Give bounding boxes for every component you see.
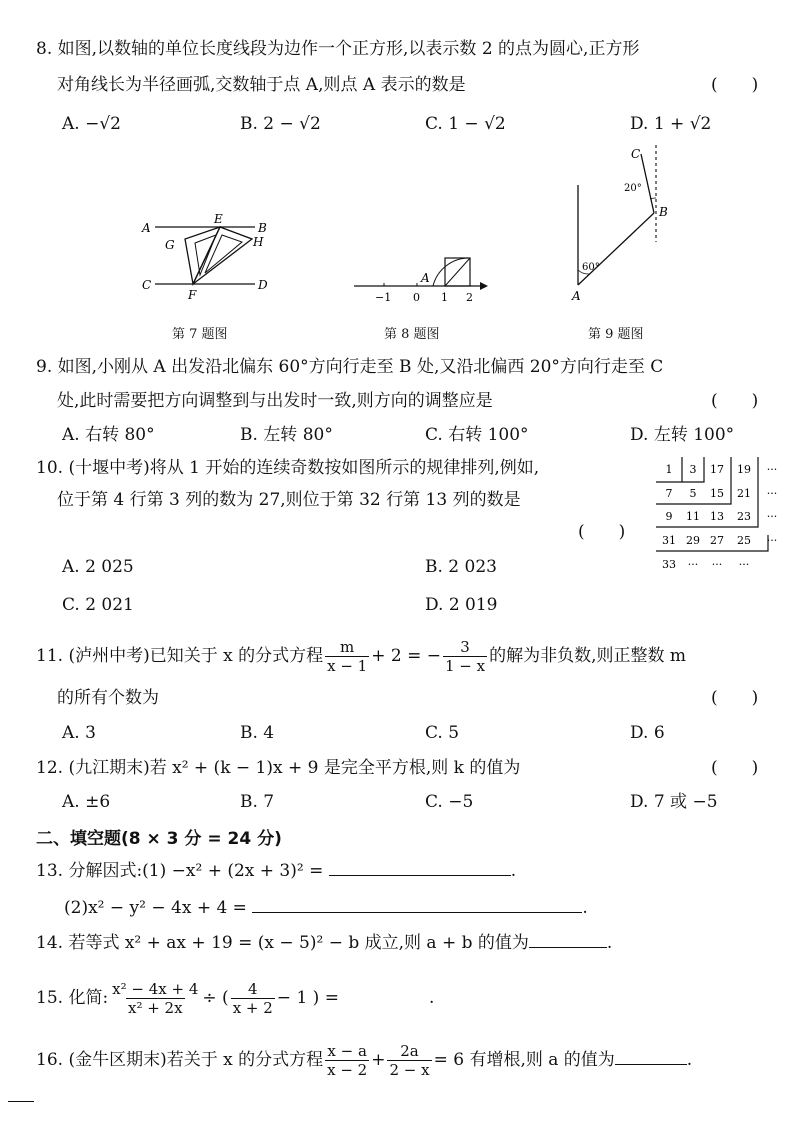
grid-cell: ··· [766, 487, 778, 500]
q11-line2: 的所有个数为 [57, 688, 159, 708]
q12-line1: 12. (九江期末)若 x² + (k − 1)x + 9 是完全平方根,则 k 的值为 [36, 758, 521, 778]
label-a: A [572, 289, 581, 303]
label-point-a: A [421, 271, 430, 285]
q11-option-c: C. 5 [425, 723, 460, 743]
q14-text: 14. 若等式 x² + ax + 19 = (x − 5)² − b 成立,则 a + b 的值为 [36, 933, 529, 953]
q9-answer-paren: ( ) [711, 391, 759, 411]
label-a: A [142, 221, 151, 235]
q8-option-d: D. 1 + √2 [630, 114, 712, 134]
q10-answer-paren: ( ) [578, 522, 626, 542]
triangle-right-inner [205, 235, 242, 273]
grid-cell: ··· [766, 463, 778, 476]
q11-fraction-2 [443, 638, 487, 675]
q16-fraction-2 [387, 1042, 431, 1079]
label-c: C [631, 147, 641, 161]
grid-cell: 19 [737, 463, 751, 476]
q16-line [36, 1042, 692, 1079]
q8-answer-paren: ( ) [711, 75, 759, 95]
square-diagonal [445, 258, 470, 286]
q14-blank[interactable] [529, 933, 607, 948]
q12-option-b: B. 7 [240, 792, 275, 812]
q11-post: 的解为非负数,则正整数 m [489, 646, 687, 666]
q11-pre: 11. (泸州中考)已知关于 x 的分式方程 [36, 646, 324, 666]
grid-cell: 27 [710, 534, 724, 547]
q11-option-b: B. 4 [240, 723, 275, 743]
odd-number-grid [650, 455, 780, 575]
path-ab [578, 213, 654, 285]
label-e: E [214, 212, 223, 226]
section-2-title: 二、填空题(8 × 3 分 = 24 分) [36, 829, 282, 849]
q15-pre: 15. 化简: [36, 988, 109, 1008]
q9-option-c: C. 右转 100° [425, 425, 529, 445]
label-two: 2 [466, 291, 473, 304]
figure-7-caption: 第 7 题图 [172, 327, 228, 342]
label-minus1: −1 [375, 291, 392, 304]
grid-cell: 3 [689, 463, 697, 476]
q15-fraction-2 [231, 980, 275, 1017]
q11-line1 [36, 638, 686, 675]
q12-option-d: D. 7 或 −5 [630, 792, 718, 812]
label-c: C [142, 278, 152, 292]
q9-line1: 9. 如图,小刚从 A 出发沿北偏东 60°方向行走至 B 处,又沿北偏西 20°方向行走至 C [36, 357, 664, 377]
grid-cell: 23 [737, 510, 751, 523]
grid-cell: 33 [662, 558, 676, 571]
grid-cell: 9 [665, 510, 673, 523]
label-one: 1 [441, 291, 448, 304]
q9-option-a: A. 右转 80° [62, 425, 155, 445]
q10-option-c: C. 2 021 [62, 595, 134, 615]
q13-end-2: . [582, 898, 588, 918]
label-b: B [258, 221, 267, 235]
q13-part2: (2)x² − y² − 4x + 4 = [64, 898, 247, 918]
q13-blank-1[interactable] [329, 861, 511, 876]
label-zero: 0 [413, 291, 420, 304]
q15-end: . [428, 988, 435, 1008]
q12-answer-paren: ( ) [711, 758, 759, 778]
q15-line [36, 980, 434, 1017]
q13-line2 [64, 897, 588, 919]
grid-cell: ··· [766, 534, 778, 547]
q9-option-d: D. 左转 100° [630, 425, 735, 445]
q15-mid: ÷ ( [202, 988, 229, 1008]
q9-line2: 处,此时需要把方向调整到与出发时一致,则方向的调整应是 [57, 391, 493, 411]
grid-cell: 13 [710, 510, 724, 523]
grid-cell: ··· [687, 558, 699, 571]
figure-7 [130, 205, 280, 305]
figure-8-caption: 第 8 题图 [384, 327, 440, 342]
q16-fraction-1-num: x − a [327, 1042, 367, 1060]
arc [433, 258, 470, 286]
q15-fraction-1-num: x² − 4x + 4 [112, 980, 199, 998]
q10-line1: 10. (十堰中考)将从 1 开始的连续奇数按如图所示的规律排列,例如, [36, 458, 540, 478]
grid-cell: 1 [665, 463, 673, 476]
label-d: D [258, 278, 268, 292]
label-f: F [188, 288, 197, 302]
page-corner-rule [8, 1101, 34, 1102]
q8-option-a: A. −√2 [62, 114, 121, 134]
q14-end: . [606, 933, 613, 953]
q16-end: . [686, 1050, 693, 1070]
label-g: G [165, 238, 175, 252]
label-h: H [253, 235, 264, 249]
q13-part1: 13. 分解因式:(1) −x² + (2x + 3)² = [36, 861, 324, 881]
q11-fraction-1 [325, 638, 369, 675]
q16-blank[interactable] [615, 1050, 687, 1065]
q16-pre: 16. (金牛区期末)若关于 x 的分式方程 [36, 1050, 324, 1070]
grid-cell: ··· [766, 510, 778, 523]
grid-cell: ··· [711, 558, 723, 571]
figure-9-caption: 第 9 题图 [588, 327, 644, 342]
grid-cell: 15 [710, 487, 724, 500]
grid-cell: 21 [737, 487, 751, 500]
q11-fraction-2-num: 3 [460, 638, 470, 656]
q10-option-b: B. 2 023 [425, 557, 497, 577]
q8-line1: 8. 如图,以数轴的单位长度线段为边作一个正方形,以表示数 2 的点为圆心,正方形 [36, 39, 640, 59]
grid-line [656, 457, 704, 482]
q16-fraction-1-den: x − 2 [327, 1061, 368, 1079]
label-20-degrees: 20° [624, 183, 642, 194]
path-bc [641, 154, 654, 213]
figure-8 [350, 252, 490, 308]
q13-line1 [36, 860, 516, 882]
q16-fraction-2-num: 2a [400, 1042, 419, 1060]
q8-option-b: B. 2 − √2 [240, 114, 321, 134]
q15-fraction-1-den: x² + 2x [127, 999, 183, 1017]
q13-blank-2[interactable] [252, 898, 582, 913]
grid-cell: 17 [710, 463, 724, 476]
q16-plus: + [371, 1050, 386, 1070]
grid-cell: 25 [737, 534, 751, 547]
q10-option-d: D. 2 019 [425, 595, 498, 615]
q15-fraction-2-den: x + 2 [232, 999, 273, 1017]
q9-option-b: B. 左转 80° [240, 425, 333, 445]
q10-option-a: A. 2 025 [62, 557, 134, 577]
q14-line [36, 932, 612, 954]
grid-cell: 11 [686, 510, 700, 523]
q8-option-c: C. 1 − √2 [425, 114, 506, 134]
figure-9 [560, 140, 670, 308]
q15-fraction-2-num: 4 [247, 980, 258, 998]
q11-answer-paren: ( ) [711, 688, 759, 708]
axis-arrow [480, 282, 488, 290]
q16-post: = 6 有增根,则 a 的值为 [433, 1050, 615, 1070]
label-60-degrees: 60° [582, 262, 600, 273]
q15-post: − 1 ) = [276, 988, 339, 1008]
q15-fraction-1 [110, 980, 200, 1017]
q8-line2: 对角线长为半径画弧,交数轴于点 A,则点 A 表示的数是 [57, 75, 466, 95]
grid-cell: 5 [689, 487, 697, 500]
grid-cell: ··· [738, 558, 750, 571]
grid-cell: 31 [662, 534, 676, 547]
grid-cell: 29 [686, 534, 700, 547]
q16-fraction-2-den: 2 − x [389, 1061, 430, 1079]
q11-fraction-1-den: x − 1 [327, 657, 368, 675]
q11-fraction-1-num: m [340, 638, 355, 656]
q11-option-d: D. 6 [630, 723, 665, 743]
q13-end-1: . [510, 861, 517, 881]
q11-mid: + 2 = − [371, 646, 441, 666]
grid-cell: 7 [665, 487, 673, 500]
label-b: B [659, 205, 668, 219]
q12-option-a: A. ±6 [62, 792, 111, 812]
q10-line2: 位于第 4 行第 3 列的数为 27,则位于第 32 行第 13 列的数是 [57, 490, 521, 510]
q11-option-a: A. 3 [62, 723, 96, 743]
q16-fraction-1 [325, 1042, 369, 1079]
q11-fraction-2-den: 1 − x [444, 657, 486, 675]
q12-option-c: C. −5 [425, 792, 474, 812]
